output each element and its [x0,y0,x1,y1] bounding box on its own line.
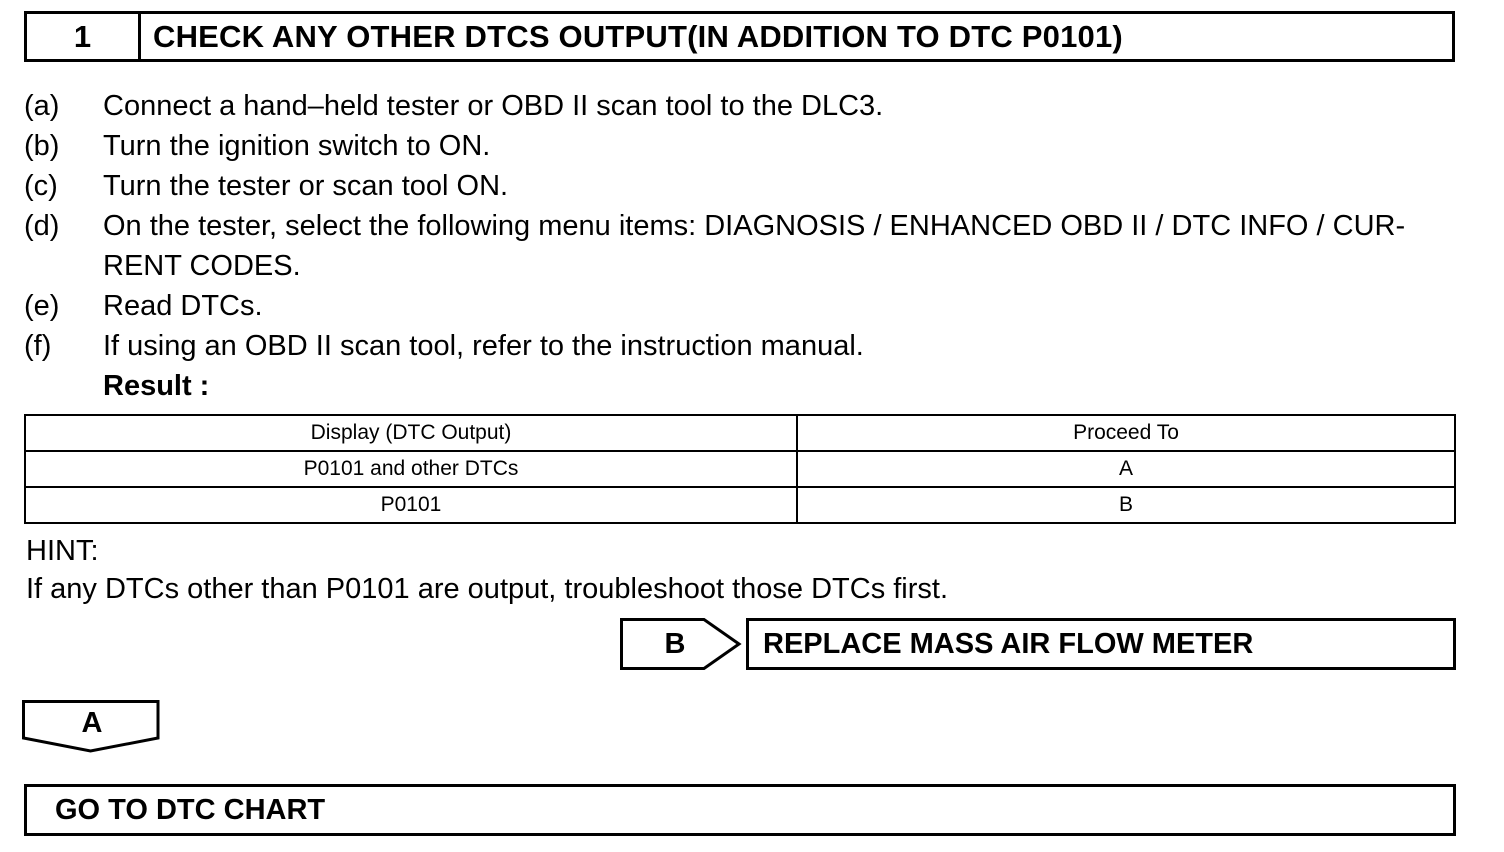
instruction-text: On the tester, select the following menu items: DIAGNOSIS / ENHANCED OBD II / DTC INFO / CUR-RENT CODES. [103,210,1406,282]
instruction-label: (b) [24,130,60,162]
instruction-label: (c) [24,170,58,202]
hint-text: If any DTCs other than P0101 are output, troubleshoot those DTCs first. [26,573,949,605]
column-header-display: Display (DTC Output) [25,415,797,451]
table-row [25,451,1455,487]
table-cell-display: P0101 and other DTCs [25,451,797,487]
table-row [25,487,1455,523]
instruction-text: Turn the ignition switch to ON. [103,130,491,162]
instruction-list [24,86,1464,366]
result-table [24,414,1456,524]
final-step-box: GO TO DTC CHART [24,784,1456,836]
instruction-item [24,86,1464,126]
table-cell-proceed: B [797,487,1455,523]
instruction-label: (f) [24,330,52,362]
table-cell-display: P0101 [25,487,797,523]
instruction-label: (e) [24,290,60,322]
instruction-text: Read DTCs. [103,290,263,322]
branch-b-action-box: REPLACE MASS AIR FLOW METER [746,618,1456,670]
step-number: 1 [27,14,141,59]
instruction-item [24,286,1464,326]
instruction-label: (a) [24,90,60,122]
branch-b-arrow [620,618,742,670]
step-header [24,11,1455,62]
branch-a-arrow [22,700,162,754]
table-cell-proceed: A [797,451,1455,487]
result-label: Result : [103,370,210,402]
instruction-item [24,126,1464,166]
instruction-text: Turn the tester or scan tool ON. [103,170,509,202]
table-header-row [25,415,1455,451]
step-title: CHECK ANY OTHER DTCS OUTPUT(IN ADDITION TO DTC P0101) [153,18,1123,54]
instruction-label: (d) [24,210,60,242]
column-header-proceed: Proceed To [797,415,1455,451]
instruction-text: Connect a hand–held tester or OBD II scan tool to the DLC3. [103,90,884,122]
branch-b-letter: B [664,627,686,660]
hint-label: HINT: [26,535,99,567]
branch-a-letter: A [81,706,103,739]
instruction-item [24,166,1464,206]
instruction-item [24,206,1464,286]
instruction-item [24,326,1464,366]
instruction-text: If using an OBD II scan tool, refer to the instruction manual. [103,330,864,362]
